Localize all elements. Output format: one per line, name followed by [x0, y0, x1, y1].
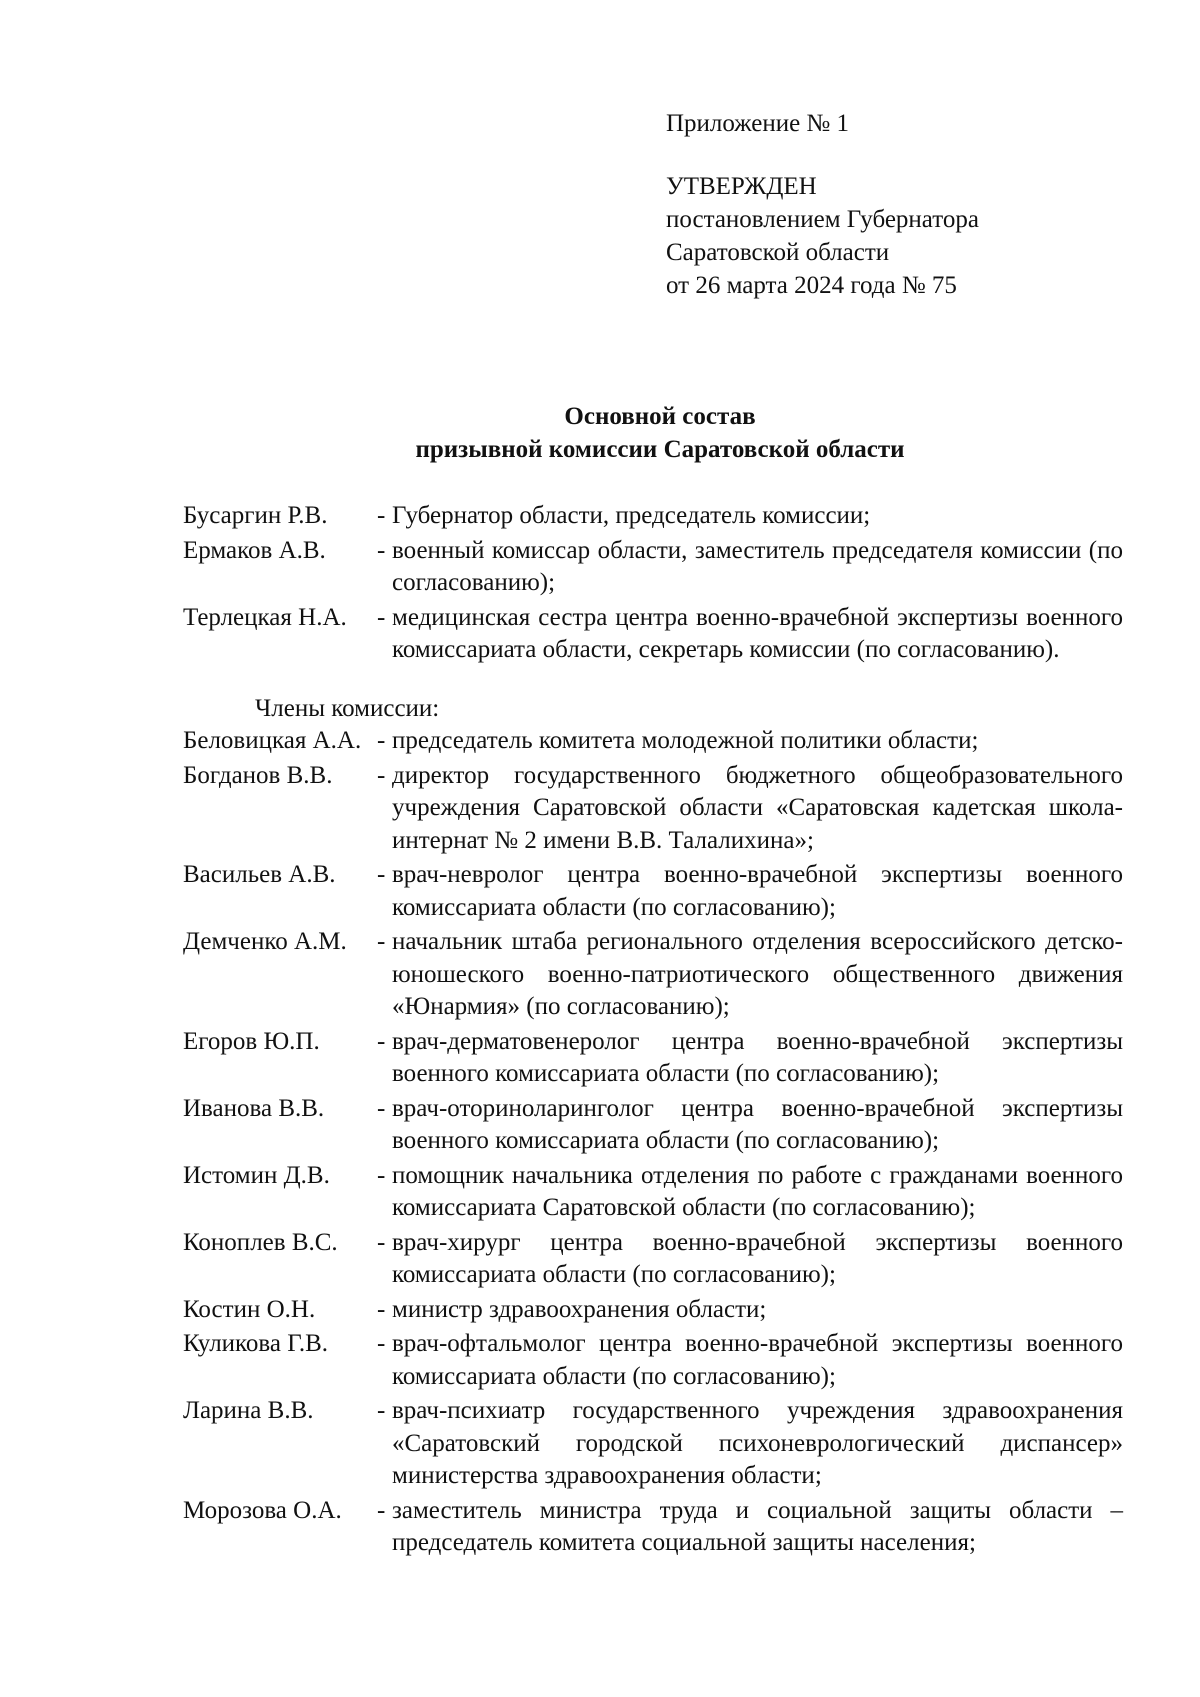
member-role: военный комиссар области, заместитель председателя комиссии (по согласованию);	[392, 536, 1123, 596]
member-row	[183, 1160, 1123, 1225]
member-name: Куликова Г.В.	[183, 1330, 329, 1357]
leadership-list	[183, 500, 1123, 667]
member-name: Коноплев В.С.	[183, 1228, 338, 1256]
member-row	[183, 1328, 1123, 1393]
member-name: Бусаргин Р.В.	[183, 502, 328, 529]
member-name: Терлецкая Н.А.	[183, 603, 347, 631]
member-row	[183, 535, 1123, 600]
dash: -	[377, 1295, 386, 1323]
member-name: Иванова В.В.	[183, 1094, 325, 1122]
member-row	[183, 926, 1123, 1024]
title-line-1: Основной состав	[564, 403, 756, 430]
dash: -	[377, 1161, 386, 1189]
member-row	[183, 760, 1123, 858]
member-name: Истомин Д.В.	[183, 1161, 330, 1189]
dash: -	[377, 1094, 386, 1122]
member-name: Ларина В.В.	[183, 1397, 314, 1424]
member-row	[183, 1026, 1123, 1091]
member-role: медицинская сестра центра военно-врачебной экспертизы военного комиссариата области, секретарь комиссии (по согласованию).	[392, 603, 1123, 663]
member-name: Богданов В.В.	[183, 761, 333, 789]
member-role: заместитель министра труда и социальной защиты области – председатель комитета социальной защиты населения;	[392, 1496, 1123, 1556]
members-label: Члены комиссии:	[255, 694, 440, 722]
approved-heading: УТВЕРЖДЕН	[666, 173, 817, 200]
member-role: Губернатор области, председатель комиссии;	[392, 502, 871, 529]
member-row	[183, 1495, 1123, 1560]
title-line-2: призывной комиссии Саратовской области	[415, 436, 905, 463]
dash: -	[377, 1330, 386, 1357]
dash: -	[377, 928, 386, 955]
dash: -	[377, 536, 386, 564]
member-row	[183, 859, 1123, 924]
members-list	[183, 725, 1123, 1560]
member-name: Егоров Ю.П.	[183, 1027, 320, 1055]
member-role: врач-хирург центра военно-врачебной экспертизы военного комиссариата области (по согласованию);	[392, 1228, 1123, 1288]
approval-line-3: от 26 марта 2024 года № 75	[666, 272, 957, 299]
member-role: врач-оториноларинголог центра военно-врачебной экспертизы военного комиссариата области (по согласованию);	[392, 1094, 1123, 1154]
dash: -	[377, 1228, 386, 1256]
member-name: Ермаков А.В.	[183, 536, 326, 564]
member-role: врач-психиатр государственного учреждения здравоохранения «Саратовский городской психоневрологический диспансер» министерства здравоохранения области;	[392, 1397, 1123, 1489]
approval-block	[666, 107, 979, 302]
dash: -	[377, 727, 386, 754]
dash: -	[377, 502, 386, 529]
approval-line-2: Саратовской области	[666, 239, 890, 266]
member-role: помощник начальника отделения по работе с гражданами военного комиссариата Саратовской области (по согласованию);	[392, 1161, 1123, 1221]
member-name: Васильев А.В.	[183, 861, 336, 888]
approval-line-1: постановлением Губернатора	[666, 206, 979, 233]
member-row	[183, 1294, 1123, 1327]
member-name: Морозова О.А.	[183, 1496, 342, 1524]
member-name: Беловицкая А.А.	[183, 727, 362, 754]
dash: -	[377, 1397, 386, 1424]
commission-list	[183, 500, 1123, 1560]
member-role: врач-офтальмолог центра военно-врачебной экспертизы военного комиссариата области (по согласованию);	[392, 1330, 1123, 1390]
member-name: Костин О.Н.	[183, 1295, 316, 1323]
member-role: врач-дерматовенеролог центра военно-врачебной экспертизы военного комиссариата области (по согласованию);	[392, 1027, 1123, 1087]
member-row	[183, 602, 1123, 667]
member-role: начальник штаба регионального отделения всероссийского детско-юношеского военно-патриотического общественного движения «Юнармия» (по согласованию);	[392, 928, 1123, 1020]
dash: -	[377, 861, 386, 888]
attachment-number: Приложение № 1	[666, 110, 850, 137]
dash: -	[377, 1496, 386, 1524]
document-title	[0, 400, 1200, 466]
member-row	[183, 1093, 1123, 1158]
member-role: министр здравоохранения области;	[392, 1295, 767, 1323]
member-role: председатель комитета молодежной политики области;	[392, 727, 979, 754]
member-name: Демченко А.М.	[183, 928, 347, 955]
dash: -	[377, 761, 386, 789]
member-row	[183, 1395, 1123, 1493]
member-row	[183, 500, 1123, 533]
member-role: врач-невролог центра военно-врачебной экспертизы военного комиссариата области (по согласованию);	[392, 861, 1123, 921]
member-row	[183, 1227, 1123, 1292]
member-row	[183, 725, 1123, 758]
dash: -	[377, 1027, 386, 1055]
dash: -	[377, 603, 386, 631]
member-role: директор государственного бюджетного общеобразовательного учреждения Саратовской области «Саратовская кадетская школа-интернат № 2 имени В.В. Талалихина»;	[392, 761, 1123, 854]
